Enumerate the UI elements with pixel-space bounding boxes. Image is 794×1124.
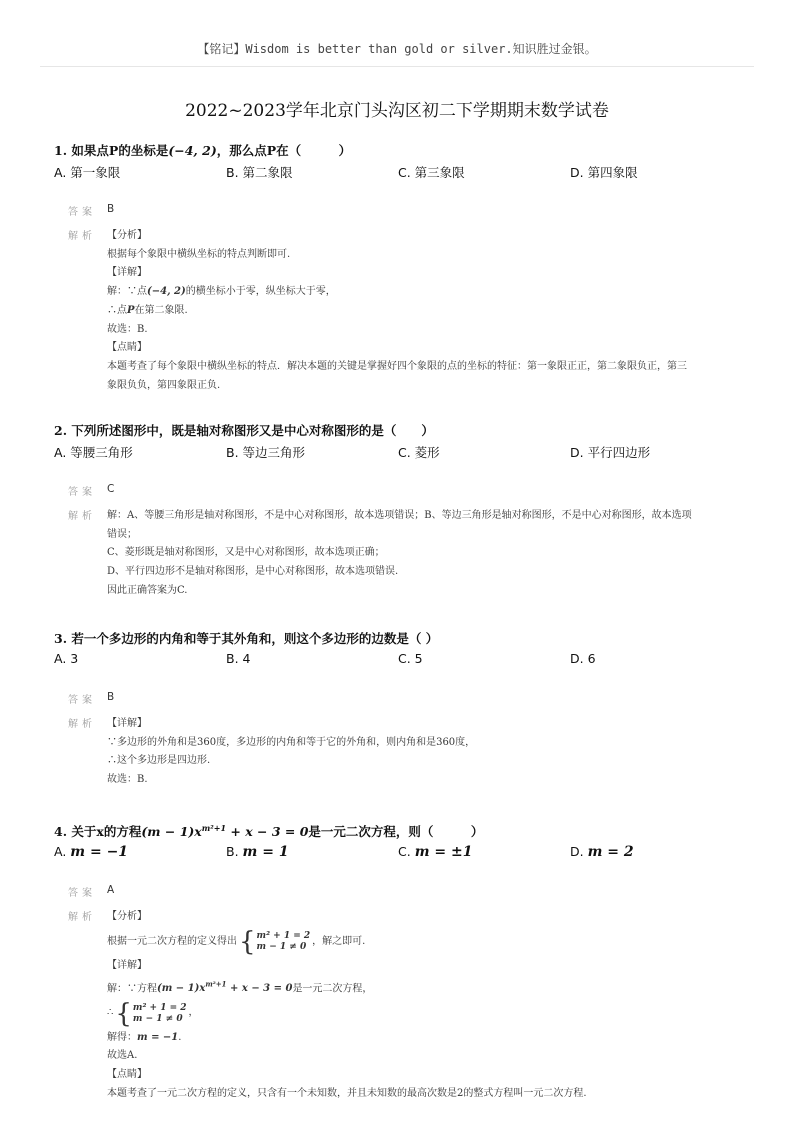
question-2 bbox=[54, 421, 754, 596]
header-divider bbox=[40, 66, 754, 67]
option-d[interactable]: D. 第四象限 bbox=[570, 165, 638, 180]
motto-header: 【铭记】Wisdom is better than gold or silver.知识胜过金银。 bbox=[197, 42, 597, 56]
option-b[interactable]: B. m = 1 bbox=[226, 844, 289, 861]
answer-value: A bbox=[107, 884, 115, 897]
analysis-text: 【分析】 根据一元二次方程的定义得出 { m² + 1 = 2 m − 1 ≠ 0 ，解之即可. 【详解】 解：∵方程$(m - 1)x^{m^2+1} + x - 3 = 0$是一元二次方程， ∴ { m² + 1 = 2 m − 1 ≠ 0 ， 解得：m = −1. 故选A. 【点睛】 本题考查了一元二次方程的定义，只含有一个未知数，并且未知数的最高次数是2的整式方程叫一元二次方程. bbox=[107, 911, 587, 1099]
options-row bbox=[54, 443, 754, 465]
answer-label: 答案 bbox=[68, 207, 96, 218]
question-number: 3. bbox=[54, 631, 68, 646]
option-c[interactable]: C. 菱形 bbox=[398, 445, 440, 460]
option-b[interactable]: B. 4 bbox=[226, 651, 251, 666]
analysis-label: 解析 bbox=[68, 719, 96, 730]
options-row bbox=[54, 163, 754, 185]
brace-symbol: { bbox=[115, 998, 132, 1029]
option-c[interactable]: C. 第三象限 bbox=[398, 165, 465, 180]
answer-value: B bbox=[107, 691, 115, 703]
option-c[interactable]: C. m = ±1 bbox=[398, 844, 473, 861]
answer-value: B bbox=[107, 203, 115, 215]
question-number: 2. bbox=[54, 423, 68, 438]
math-expression: $(m - 1)x^{m^2+1} + x - 3 = 0$ bbox=[141, 823, 309, 840]
option-a[interactable]: A. 第一象限 bbox=[54, 165, 121, 180]
analysis-text: 解：A、等腰三角形是轴对称图形，不是中心对称图形，故本选项错误；B、等边三角形是轴对称图形，不是中心对称图形，故本选项 错误； C、菱形既是轴对称图形，又是中心对称图形，故本选项正确； D、平行四边形不是轴对称图形，是中心对称图形，故本选项错误. 因此正确答案为C. bbox=[107, 510, 692, 596]
question-stem: 1. 如果点P的坐标是(−4, 2)，那么点P在（ ） bbox=[54, 143, 352, 158]
option-b[interactable]: B. 等边三角形 bbox=[226, 445, 306, 460]
answer-label: 答案 bbox=[68, 695, 96, 706]
analysis-label: 解析 bbox=[68, 511, 96, 522]
question-1 bbox=[54, 141, 754, 391]
question-stem: 2. 下列所述图形中，既是轴对称图形又是中心对称图形的是（ ） bbox=[54, 423, 434, 438]
analysis-text: 【详解】 ∵多边形的外角和是360度，多边形的内角和等于它的外角和，则内角和是360度， ∴这个多边形是四边形. 故选：B. bbox=[107, 718, 476, 786]
option-d[interactable]: D. 6 bbox=[570, 651, 596, 666]
analysis-label: 解析 bbox=[68, 912, 96, 924]
equation-system: { m² + 1 = 2 m − 1 ≠ 0 bbox=[239, 926, 311, 957]
answer-value: C bbox=[107, 483, 115, 495]
equation-system: { m² + 1 = 2 m − 1 ≠ 0 bbox=[115, 998, 187, 1029]
answer-label: 答案 bbox=[68, 487, 96, 498]
question-number: 1. bbox=[54, 143, 68, 158]
analysis-text: 【分析】 根据每个象限中横纵坐标的特点判断即可. 【详解】 解：∵点(−4, 2)的横坐标小于零，纵坐标大于零， ∴点P在第二象限. 故选：B. 【点睛】 本题考查了每个象限中横纵坐标的特点．解决本题的关键是掌握好四个象限的点的坐标的特征：第一象限正正，第二象限负正，第三 象限负负，第四象限正负. bbox=[107, 230, 687, 391]
option-a[interactable]: A. m = −1 bbox=[54, 844, 129, 861]
option-a[interactable]: A. 3 bbox=[54, 651, 79, 666]
brace-symbol: { bbox=[239, 926, 256, 957]
question-4 bbox=[54, 818, 754, 1099]
question-3 bbox=[54, 629, 754, 786]
question-stem: 3. 若一个多边形的内角和等于其外角和，则这个多边形的边数是（ ） bbox=[54, 631, 439, 646]
option-d[interactable]: D. m = 2 bbox=[570, 844, 634, 861]
options-row bbox=[54, 651, 754, 673]
question-stem: 4. 关于x的方程$(m - 1)x^{m^2+1} + x - 3 = 0$是一元二次方程，则（ ） bbox=[54, 823, 484, 840]
analysis-label: 解析 bbox=[68, 231, 96, 242]
option-d[interactable]: D. 平行四边形 bbox=[570, 445, 651, 460]
math-expression: (−4, 2) bbox=[168, 143, 217, 158]
option-c[interactable]: C. 5 bbox=[398, 651, 423, 666]
options-row bbox=[54, 844, 754, 866]
option-b[interactable]: B. 第二象限 bbox=[226, 165, 293, 180]
option-a[interactable]: A. 等腰三角形 bbox=[54, 445, 133, 460]
answer-label: 答案 bbox=[68, 888, 96, 900]
question-number: 4. bbox=[54, 824, 68, 840]
exam-title: 2022~2023学年北京门头沟区初二下学期期末数学试卷 bbox=[185, 101, 609, 121]
